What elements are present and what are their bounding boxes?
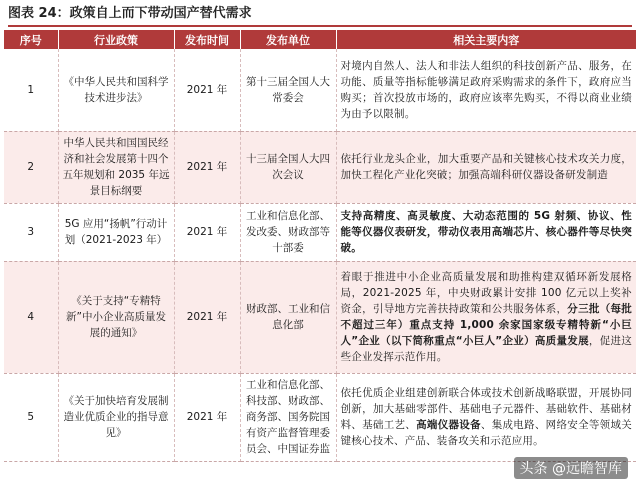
content-segment: 依托行业龙头企业，加大重要产品和关键核心技术攻关力度，加快工程化产业化突破；加强高端科研仪器设备研发制造 [340,153,632,181]
cell-content [336,131,636,203]
content-segment: 对境内自然人、法人和非法人组织的科技创新产品、服务，在功能、质量等指标能够满足政府采购需求的条件下，政府应当购买；首次投放市场的，政府应该率先购买，不得以商业业绩为由予以限制。 [340,59,632,120]
header-no: 序号 [4,30,58,49]
cell-date: 2021 年 [174,131,240,203]
cell-date: 2021 年 [174,373,240,461]
cell-content [336,373,636,461]
table-row [4,49,636,131]
cell-issuer: 十三届全国人大四次会议 [240,131,336,203]
watermark-text: 头条 @远瞻智库 [519,461,622,477]
content-segment: ，促进这些企业发挥示范作用。 [340,335,632,363]
cell-policy: 《中华人民共和国科学技术进步法》 [58,49,174,131]
figure-title: 图表 24：政策自上而下带动国产替代需求 [8,3,632,27]
content-segment: 高端仪器设备 [416,419,481,431]
cell-no: 2 [4,131,58,203]
cell-policy: 中华人民共和国国民经济和社会发展第十四个五年规划和 2035 年远景目标纲要 [58,131,174,203]
cell-content [336,261,636,373]
watermark [514,457,628,479]
cell-no: 3 [4,203,58,261]
cell-issuer: 工业和信息化部、发改委、财政部等十部委 [240,203,336,261]
content-segment: 依托优质企业组建创新联合体或技术创新战略联盟，开展协同创新，加大基础零部件、基础电子元器件、基础软件、基础材料、基础工艺、 [340,387,632,431]
table-row [4,261,636,373]
cell-policy: 《关于加快培育发展制造业优质企业的指导意见》 [58,373,174,461]
cell-content [336,49,636,131]
cell-issuer: 第十三届全国人大常委会 [240,49,336,131]
table-row [4,131,636,203]
table-row [4,373,636,461]
header-date: 发布时间 [174,30,240,49]
content-segment: 支持高精度、高灵敏度、大动态范围的 5G 射频、协议、性能等仪器仪表研发，带动仪表用高端芯片、核心器件等尽快突破。 [340,210,632,254]
cell-no: 4 [4,261,58,373]
content-segment: 、集成电路、网络安全等领域关键核心技术、产品、装备攻关和示范应用。 [340,419,632,447]
cell-policy: 《关于支持“专精特新”中小企业高质量发展的通知》 [58,261,174,373]
cell-no: 5 [4,373,58,461]
cell-date: 2021 年 [174,203,240,261]
cell-issuer: 工业和信息化部、科技部、财政部、商务部、国务院国有资产监督管理委员会、中国证券监 [240,373,336,461]
cell-policy: 5G 应用“扬帆”行动计划（2021-2023 年） [58,203,174,261]
cell-content [336,203,636,261]
table-header-row [4,30,636,49]
cell-date: 2021 年 [174,261,240,373]
header-issuer: 发布单位 [240,30,336,49]
content-segment: 分三批（每批不超过三年）重点支持 1,000 余家国家级专精特新“小巨人”企业（以下简称重点“小巨人”企业）高质量发展 [340,303,632,347]
header-policy: 行业政策 [58,30,174,49]
content-segment: 着眼于推进中小企业高质量发展和助推构建双循环新发展格局，2021-2025 年，中央财政累计安排 100 亿元以上奖补资金，引导地方完善扶持政策和公共服务体系， [340,271,632,315]
cell-issuer: 财政部、工业和信息化部 [240,261,336,373]
policy-table [4,30,636,462]
cell-date: 2021 年 [174,49,240,131]
cell-no: 1 [4,49,58,131]
table-row [4,203,636,261]
header-content: 相关主要内容 [336,30,636,49]
